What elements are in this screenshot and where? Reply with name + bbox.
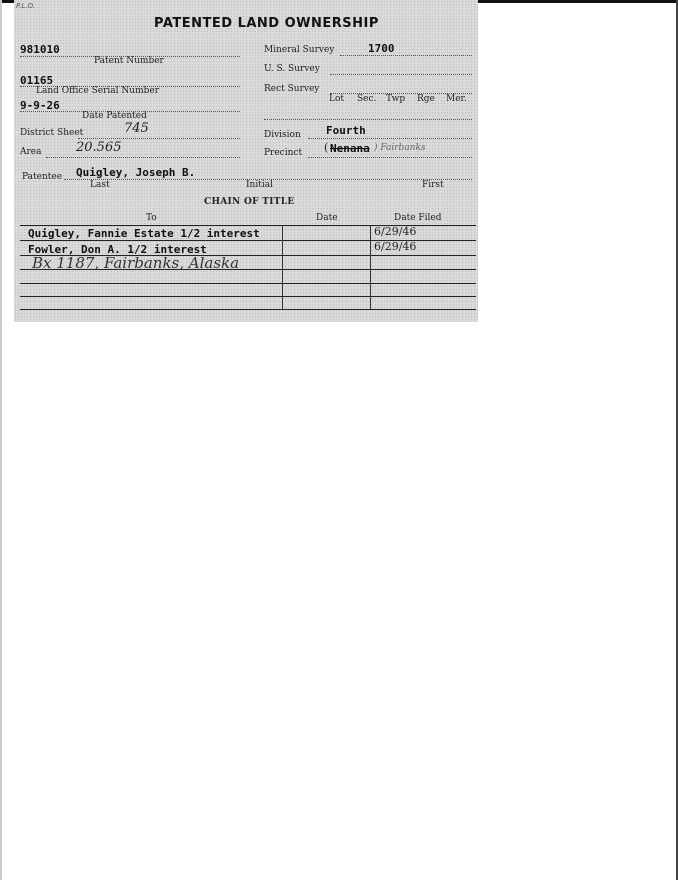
rect-col-twp: Twp [386,94,406,104]
chain-col-divider-1 [282,225,283,309]
page-left-border [0,0,2,880]
patentee-label: Patentee [22,172,63,182]
precinct-label: Precinct [264,148,303,158]
chain-handwritten-note: Bx 1187, Fairbanks, Alaska [32,254,240,272]
precinct-handwritten-value: ) Fairbanks [374,143,426,153]
area-value: 20.565 [76,140,122,155]
mineral-survey-value: 1700 [368,42,395,55]
chain-row-rule-6 [20,309,476,310]
chain-col-date: Date [316,213,338,223]
mineral-survey-label: Mineral Survey [264,45,335,55]
division-value: Fourth [326,124,366,137]
patent-number-value: 981010 [20,43,60,56]
chain-row-1-filed: 6/29/46 [374,225,417,238]
rect-col-lot: Lot [329,94,345,104]
patent-number-label: Patent Number [94,56,164,66]
area-label: Area [20,147,42,157]
corner-stamp: P.L.O. [16,2,36,10]
chain-row-2-to: Fowler, Don A. 1/2 interest [28,243,207,256]
division-line [308,138,472,139]
mineral-survey-line [340,55,472,56]
chain-row-2-filed: 6/29/46 [374,240,417,253]
rect-survey-label: Rect Survey [264,84,320,94]
chain-row-rule-4 [20,283,476,284]
chain-row-1-to: Quigley, Fannie Estate 1/2 interest [28,227,260,240]
precinct-line [308,157,472,158]
land-ownership-card: P.L.O. PATENTED LAND OWNERSHIP 981010 Patent Number 01165 Land Office Serial Number 9-9-26 Date Patented District Sheet 745 Area 20.565 Mineral Survey 1700 U. S. Survey Rect Survey Lot Sec. Twp Rge Mer. Division Fourth Precinct ( Nenana ) Fairbanks Patentee Quigley, Joseph B. Last Initial First CHAIN OF TITLE To Date Date Filed Quigley, Fannie Estate 1/2 interest 6/29/46 Fowler, Don A. 1/2 interest 6/29/46 Bx 1187, Fairbanks, Alaska [14,0,478,322]
chain-col-divider-2 [370,225,371,309]
area-line [46,157,240,158]
patentee-value: Quigley, Joseph B. [76,166,196,179]
precinct-typed-value: Nenana [330,142,370,155]
rect-col-mer: Mer. [446,94,467,104]
rect-col-sec: Sec. [357,94,377,104]
district-sheet-line [78,138,240,139]
district-sheet-value: 745 [124,121,149,136]
patentee-initial-label: Initial [246,180,273,190]
chain-col-date-filed: Date Filed [394,213,442,223]
chain-row-rule-5 [20,296,476,297]
chain-col-to: To [146,213,157,223]
date-patented-value: 9-9-26 [20,99,60,112]
date-patented-label: Date Patented [82,111,147,121]
patentee-first-label: First [422,180,444,190]
us-survey-line [330,74,472,75]
rect-col-rge: Rge [417,94,435,104]
card-title: PATENTED LAND OWNERSHIP [154,16,379,31]
serial-number-value: 01165 [20,74,54,87]
rect-survey-line-2 [264,119,472,120]
chain-heading: CHAIN OF TITLE [204,197,295,207]
district-sheet-label: District Sheet [20,128,84,138]
serial-number-label: Land Office Serial Number [36,86,160,96]
division-label: Division [264,130,301,140]
patentee-last-label: Last [90,180,110,190]
us-survey-label: U. S. Survey [264,64,320,74]
